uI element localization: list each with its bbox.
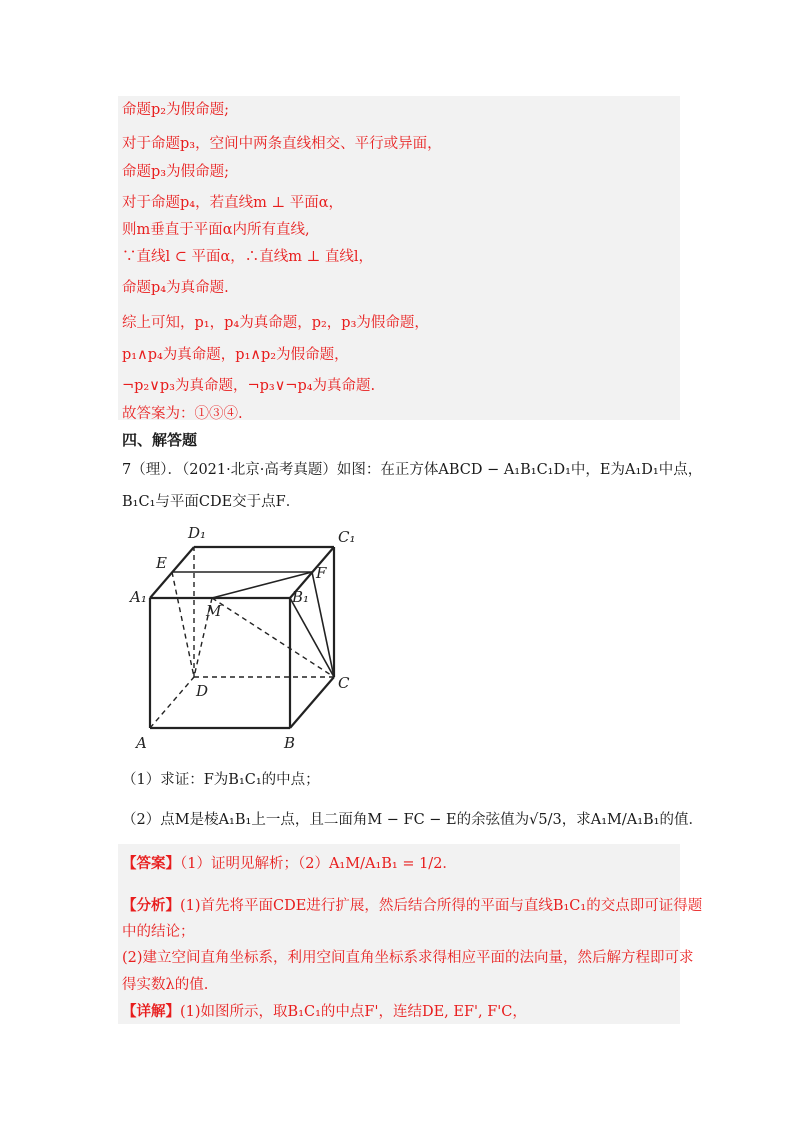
label-M: M [206,602,222,620]
label-D1: D₁ [188,524,207,542]
label-A: A [136,734,147,752]
label-D: D [196,682,209,700]
problem-line-1: 7（理）．（2021·北京·高考真题）如图：在正方体ABCD − A₁B₁C₁D₁中，E为A₁D₁中点， [122,462,703,478]
label-B: B [284,734,296,752]
analysis-line-1: (1)首先将平面CDE进行扩展，然后结合所得的平面与直线B₁C₁的交点即可证得题 [180,898,703,914]
label-E: E [156,554,167,572]
solution-line-3: 命题p₃为假命题; [122,164,229,180]
solution-line-9: p₁∧p₄为真命题，p₁∧p₂为假命题， [122,347,349,363]
segment-B1-C [290,598,334,677]
analysis-line-3: (2)建立空间直角坐标系，利用空间直角坐标系求得相应平面的法向量，然后解方程即可求 [122,950,694,966]
section-heading: 四、解答题 [122,431,198,449]
analysis-tag: 【分析】 [122,897,180,914]
solution-line-6: ∵直线l ⊂ 平面α，∴直线m ⊥ 直线l， [122,249,374,265]
solution-line-7: 命题p₄为真命题. [122,280,229,296]
hidden-edge-A-D [150,677,194,728]
label-B1: B₁ [292,588,310,606]
solution-line-2: 对于命题p₃，空间中两条直线相交、平行或异面， [122,136,442,152]
question-2: （2）点M是棱A₁B₁上一点，且二面角M − FC − E的余弦值为√5/3，求A₁M/A₁B₁的值． [122,812,703,828]
label-C: C [338,674,350,692]
solution-line-4: 对于命题p₄，若直线m ⊥ 平面α， [122,195,343,211]
solution-line-1: 命题p₂为假命题; [122,102,229,118]
segment-F-C [312,572,334,677]
detail-tag: 【详解】 [122,1003,180,1020]
solution-line-5: 则m垂直于平面α内所有直线, [122,222,310,238]
solution-line-8: 综上可知，p₁，p₄为真命题，p₂，p₃为假命题， [122,315,429,331]
detail-text: (1)如图所示，取B₁C₁的中点F'，连结DE, EF', F'C， [180,1004,527,1020]
solution-line-11: 故答案为：①③④. [122,406,243,422]
segment-E-D [172,572,194,677]
answer-text: （1）证明见解析；（2）A₁M/A₁B₁ = 1/2． [180,856,457,872]
label-A1: A₁ [130,588,147,606]
question-1: （1）求证：F为B₁C₁的中点； [122,772,320,788]
solution-line-10: ¬p₂∨p₃为真命题，¬p₃∨¬p₄为真命题. [122,378,376,394]
label-F: F [316,564,327,582]
edge-B-C [290,677,334,728]
analysis-line-2: 中的结论； [122,924,195,940]
segment-M-C [212,598,334,677]
analysis-line-4: 得实数λ的值. [122,977,209,993]
label-C1: C₁ [338,528,356,546]
problem-line-2: B₁C₁与平面CDE交于点F． [122,494,301,510]
cube-figure [122,520,362,756]
answer-tag: 【答案】 [122,855,180,872]
